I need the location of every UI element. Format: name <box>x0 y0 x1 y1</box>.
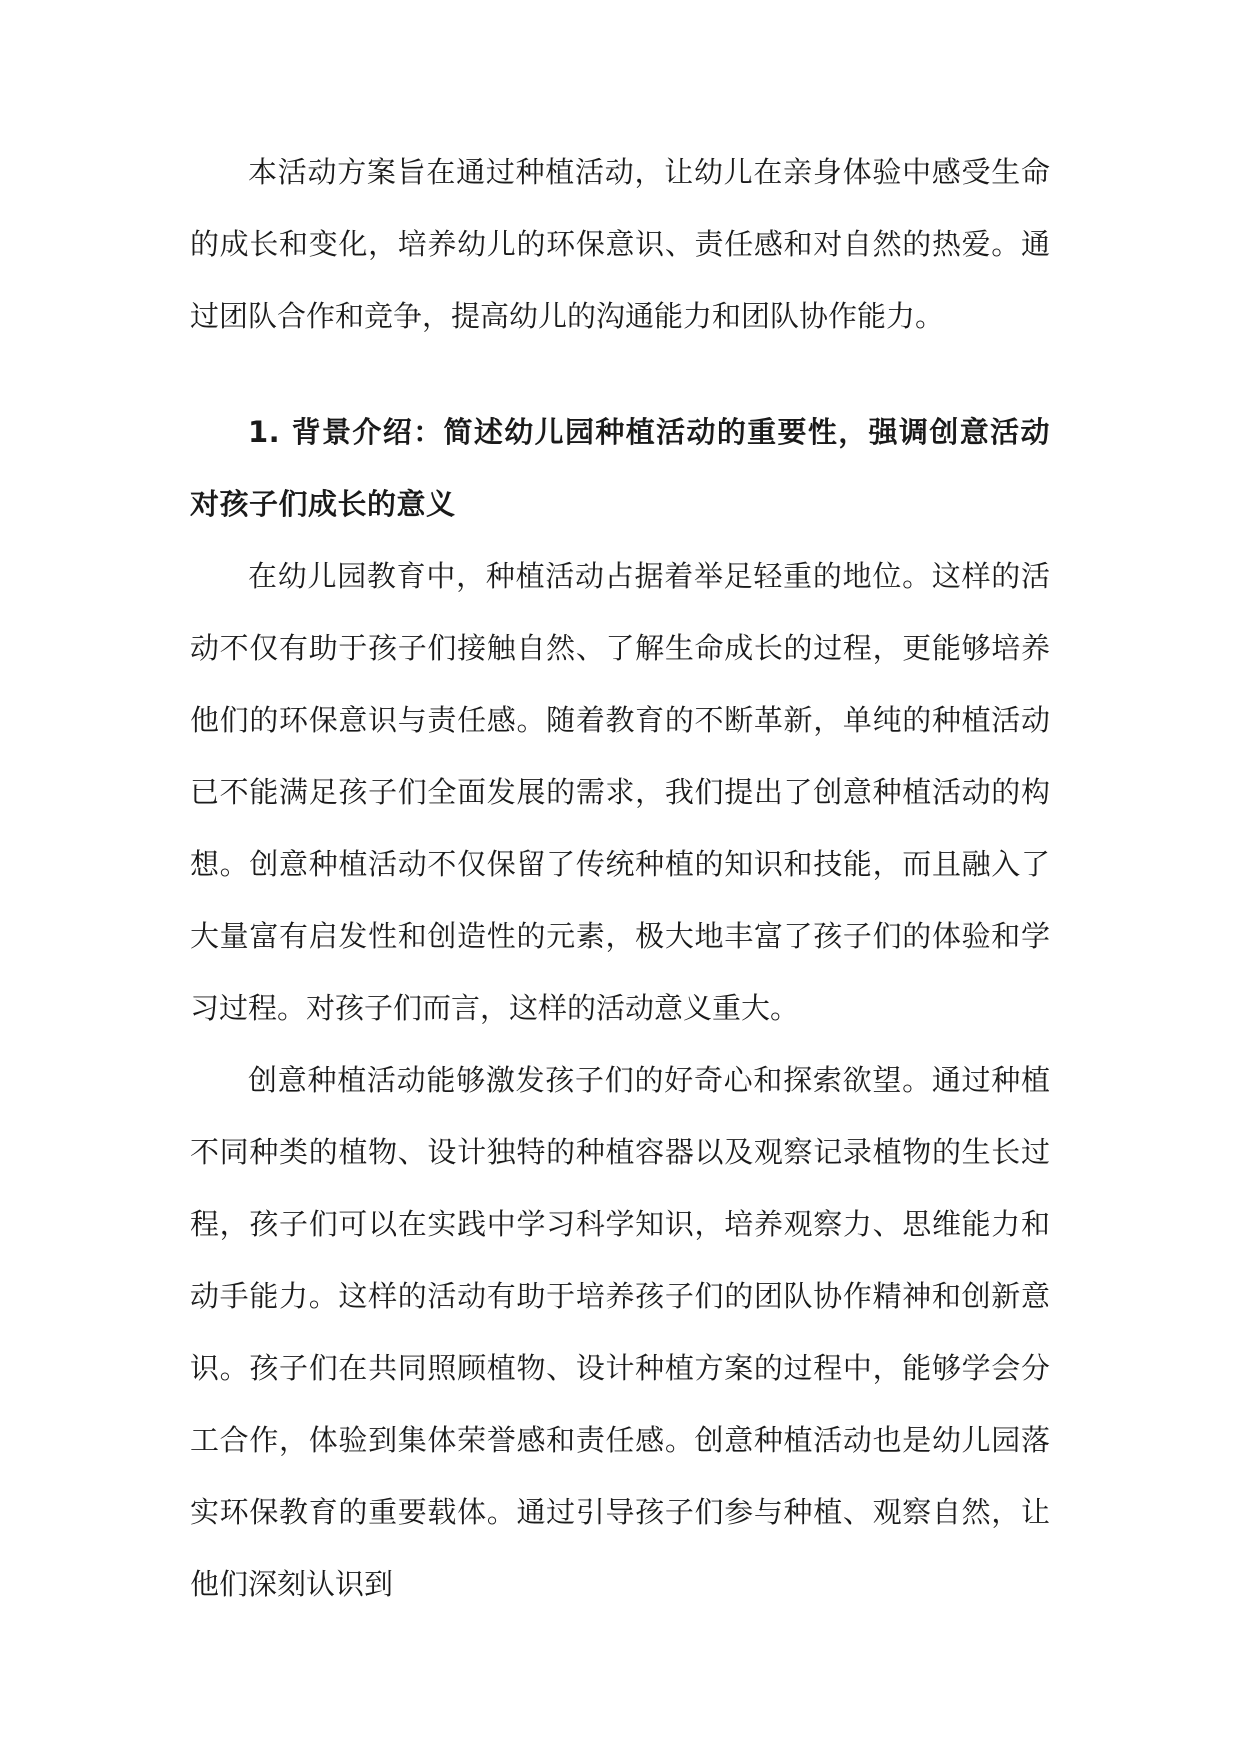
intro-paragraph: 本活动方案旨在通过种植活动，让幼儿在亲身体验中感受生命的成长和变化，培养幼儿的环保意识、责任感和对自然的热爱。通过团队合作和竞争，提高幼儿的沟通能力和团队协作能力。 <box>190 155 1050 333</box>
body-paragraph: 在幼儿园教育中，种植活动占据着举足轻重的地位。这样的活动不仅有助于孩子们接触自然、了解生命成长的过程，更能够培养他们的环保意识与责任感。随着教育的不断革新，单纯的种植活动已不能满足孩子们全面发展的需求，我们提出了创意种植活动的构想。创意种植活动不仅保留了传统种植的知识和技能，而且融入了大量富有启发性和创造性的元素，极大地丰富了孩子们的体验和学习过程。对孩子们而言，这样的活动意义重大。 <box>190 559 1050 1025</box>
section-heading: 1. 背景介绍：简述幼儿园种植活动的重要性，强调创意活动对孩子们成长的意义 <box>190 415 1050 521</box>
document-body <box>190 136 1050 1620</box>
body-paragraph: 创意种植活动能够激发孩子们的好奇心和探索欲望。通过种植不同种类的植物、设计独特的种植容器以及观察记录植物的生长过程，孩子们可以在实践中学习科学知识，培养观察力、思维能力和动手能力。这样的活动有助于培养孩子们的团队协作精神和创新意识。孩子们在共同照顾植物、设计种植方案的过程中，能够学会分工合作，体验到集体荣誉感和责任感。创意种植活动也是幼儿园落实环保教育的重要载体。通过引导孩子们参与种植、观察自然，让他们深刻认识到 <box>190 1063 1050 1601</box>
